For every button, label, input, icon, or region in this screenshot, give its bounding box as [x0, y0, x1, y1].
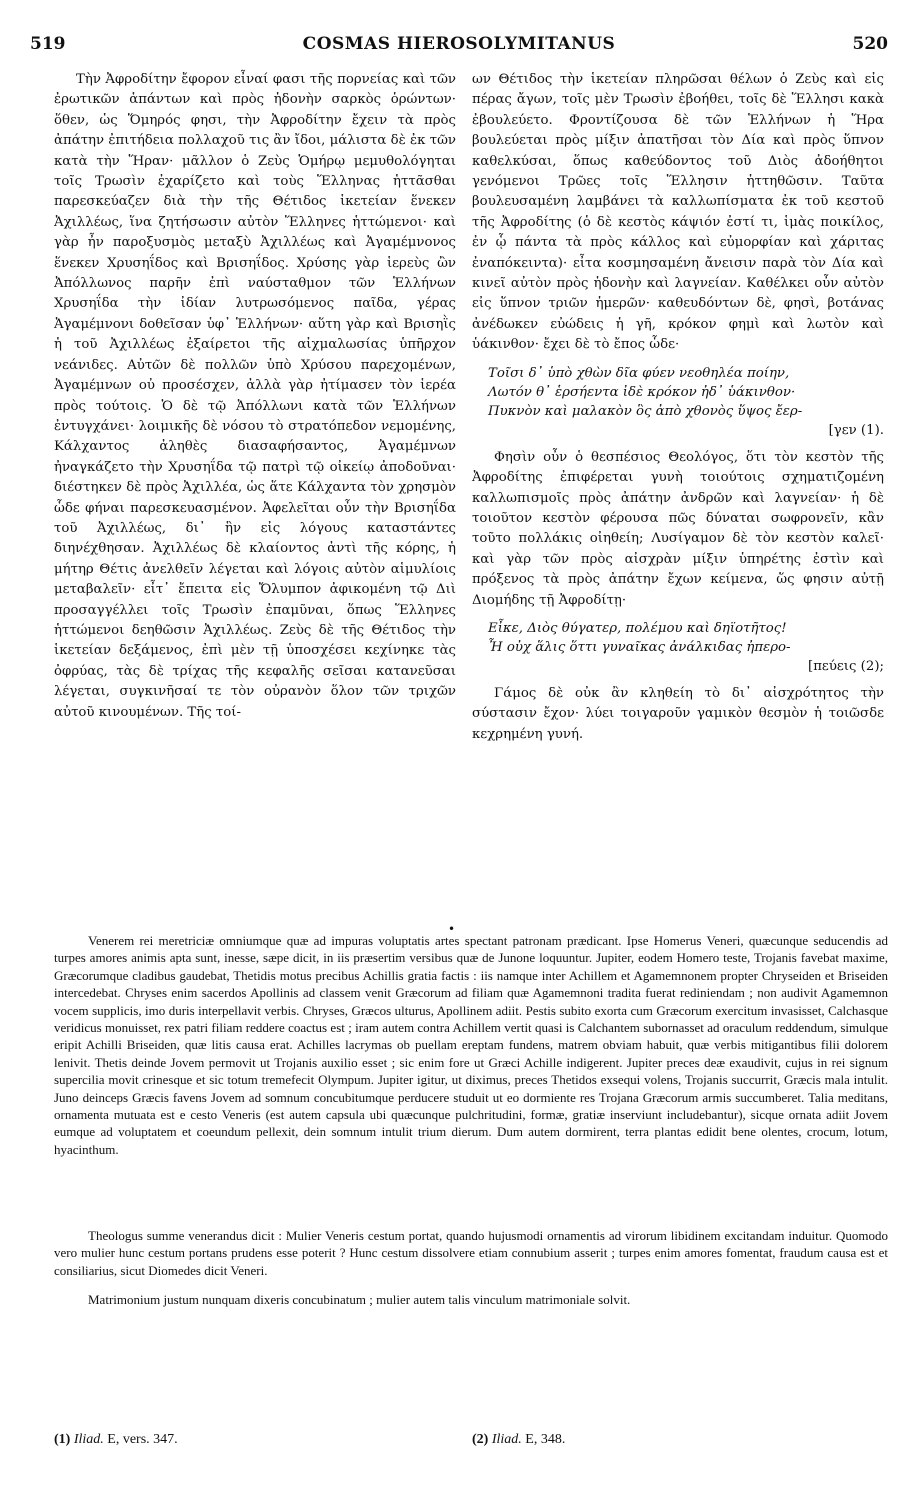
- footnote-2: [472, 1432, 565, 1448]
- right-page-number: 520: [852, 34, 888, 54]
- greek-left-paragraph: Τὴν Ἀφροδίτην ἔφορον εἶναί φασι τῆς πορνείας καὶ τῶν ἐρωτικῶν ἁπάντων καὶ πρὸς ἡδονὴν σαρκὸς ὁρώντων· ὅθεν, ὡς Ὅμηρός φησι, τὴν Ἀφροδίτην ἔχειν τὰ πρὸς ἀπάτην ἐπιτήδεια πολλαχοῦ τις ἂν ἴδοι, μάλιστα δὲ ἐκ τῶν κατὰ τὴν Ἥραν· μᾶλλον ὁ Ζεὺς Ὁμήρῳ μεμυθολόγηται τοῖς Τρωσὶν ἐχαρίζετο καὶ τοὺς Ἕλληνας ἡττᾶσθαι παρεσκεύαζεν διὰ τὴν τῆς Θέτιδος ἱκετείαν ἕνεκεν Ἀχιλλέως, ἵνα ζητήσωσιν αὐτὸν Ἕλληνες ἡττώμενοι· καὶ γὰρ ἦν παροξυσμὸς μεταξὺ Ἀχιλλέως καὶ Ἀγαμέμνονος ἕνεκεν Χρυσηΐδος καὶ Βρισηΐδος. Χρύσης γὰρ ἱερεὺς ὢν Ἀπόλλωνος παρῆν ἐπὶ ναύσταθμον τῶν Ἑλλήνων Χρυσηΐδα τὴν ἰδίαν λυτρωσόμενος παῖδα, γέρας Ἀγαμέμνονι δοθεῖσαν ὑφ᾽ Ἑλλήνων· αὕτη γὰρ καὶ Βρισηῒς ἡ τοῦ Ἀχιλλέως ἐξαίρετοι τῆς αἰχμαλωσίας ὑπῆρχον νεάνιδες. Αὐτῶν δὲ πολλῶν ὑπὸ Χρύσου παρεχομένων, Ἀγαμέμνων οὐ προσέσχεν, ἀλλὰ γὰρ ἠτίμασεν τὸν ἱερέα πρὸς τούτοις. Ὁ δὲ τῷ Ἀπόλλωνι κατὰ τῶν Ἑλλήνων ἐντυγχάνει· λοιμικῆς δὲ νόσου τὸ στρατόπεδον νεμομένης, Κάλχαντος ἀληθὲς διασαφήσαντος, Ἀγαμέμνων ἠναγκάζετο τὴν Χρυσηΐδα τῷ πατρὶ τῷ οἰκείῳ ἀποδοῦναι· διέστηκεν δὲ πρὸς Ἀχιλλέα, ὡς ἅτε Κάλχαντα τὸν χρησμὸν ὧδε φήναι παρεσκευασμένον. Ἀφελεῖται οὖν τὴν Βρισηΐδα τοῦ Ἀχιλλέως, δι᾽ ἣν εἰς λόγους καταστάντες διηνέχθησαν. Ἀχιλλέως δὲ κλαίοντος ἀντὶ τῆς κόρης, ἡ μήτηρ Θέτις ἀνελθεῖν λέγεται καὶ λόγοις αὐτὸν αἱμυλίοις μεταβαλεῖν· εἶτ᾽ ἔπειτα εἰς Ὄλυμπον ἀφικομένη τῷ Διὶ προσαγγέλλει τοῖς Τρωσὶν ἐπαμῦναι, ὅπως Ἕλληνες ἡττώμενοι δεηθῶσιν Ἀχιλλέως. Ζεὺς δὲ τῆς Θέτιδος τὴν ἱκετείαν δεξάμενος, ἐπὶ μὲν τῇ ὑποσχέσει κεχίνηκε τὰς ὀφρύας, τὰς δὲ τρίχας τῆς κεφαλῆς σεῖσαι κατανεῦσαι λέγεται, συγκινῆσαί τε τὸν οὐρανὸν ὅλον τῶν τριχῶν αὐτοῦ κινουμένων. Τῆς τοί-: [54, 72, 456, 720]
- verse-line: Ἦ οὐχ ἅλις ὅττι γυναῖκας ἀνάλκιδας ἠπερο-: [488, 639, 791, 655]
- verse-line: Πυκνὸν καὶ μαλακὸν ὃς ἀπὸ χθονὸς ὕψος ἔερ-: [488, 403, 803, 419]
- verse-line: Εἶκε, Διὸς θύγατερ, πολέμου καὶ δηϊοτῆτος!: [488, 620, 787, 636]
- footnote-mark: (2): [472, 1432, 489, 1447]
- running-title: COSMAS HIEROSOLYMITANUS: [302, 34, 616, 54]
- footnote-work: Iliad.: [491, 1432, 522, 1447]
- latin-translation-1: [54, 932, 888, 1158]
- footnote-1: [54, 1432, 178, 1448]
- latin-translation-3: [54, 1291, 888, 1308]
- verse-quote-1: [488, 364, 884, 440]
- latin-translation-2: [54, 1227, 888, 1279]
- verse-line: Τοῖσι δ᾽ ὑπὸ χθὼν δῖα φύεν νεοθηλέα ποίην,: [488, 365, 790, 381]
- greek-right-paragraph-1: ων Θέτιδος τὴν ἱκετείαν πληρῶσαι θέλων ὁ Ζεὺς καὶ εἰς πέρας ἄγων, τοῖς μὲν Τρωσὶν ἐβοήθει, τοῖς δὲ Ἕλλησι κακὰ ἐβουλεύετο. Φροντίζουσα δὲ τῶν Ἑλλήνων ἡ Ἥρα βουλεύεται πρὸς μίξιν ἀπατῆσαι τὸν Δία καὶ πρὸς ὕπνον καθελκύσαι, ὅπως καθεύδοντος τοῦ Διὸς ἀδοήθητοι γενόμενοι Τρῶες τοῖς Ἕλλησιν ἡττηθῶσιν. Ταῦτα βουλευσαμένη λαμβάνει τὰ καλλωπίσματα ἐκ τοῦ κεστοῦ τῆς Ἀφροδίτης (ὁ δὲ κεστὸς κάψιόν ἐστί τι, ἱμὰς ποικίλος, ἐν ᾧ πάντα τὰ πρὸς κάλλος καὶ εὐμορφίαν καὶ χάριτας ἐναπόκειντα)· εἶτα κοσμησαμένη ἄνεισιν παρὰ τὸν Δία καὶ κινεῖ αὐτὸν πρὸς ἡδονὴν καὶ λαγνείαν. Καθέλκει οὖν αὐτὸν εἰς ὕπνον τριῶν ἡμερῶν· καθευδόντων δὲ, φησὶ, βοτάνας ἀνέδωκεν εὐώδεις ἡ γῆ, κρόκον φημὶ καὶ λωτὸν καὶ ὑάκινθον· ἔχει δὲ τὸ ἔπος ὧδε·: [472, 72, 884, 353]
- greek-left-column: [54, 70, 456, 723]
- footnote-ref: E, vers. 347.: [107, 1432, 178, 1447]
- latin-paragraph: Theologus summe venerandus dicit : Mulier Veneris cestum portat, quando hujusmodi ornamentis ad virorum libidinem excitandam induitur. Quomodo vero mulier hunc cestum portans prudens esse poterit ? Hunc cestum dissolvere etiam connubium asserit ; turpes enim amores fomentat, fraudum causa est et consiliarius, sicut Diomedes dicit Veneri.: [54, 1228, 888, 1278]
- left-page-number: 519: [30, 34, 66, 54]
- page-header: [30, 34, 888, 60]
- greek-right-column: [472, 70, 884, 745]
- footnote-mark: (1): [54, 1432, 71, 1447]
- verse-continuation: [πεύεις (2);: [808, 658, 884, 674]
- greek-right-paragraph-2: Φησὶν οὖν ὁ θεσπέσιος Θεολόγος, ὅτι τὸν κεστὸν τῆς Ἀφροδίτης ἐπιφέρεται γυνὴ τοιούτοις σχηματιζομένη καλλωπισμοῖς πρὸς ἀπάτην ἀνδρῶν καὶ λαγνείαν· ἡ δὲ τοιοῦτον κεστὸν φέρουσα πῶς δύναται σωφρονεῖν, κἂν τοῦτο πολλάκις οἰηθείη; Λυσίγαμον δὲ τὸν κεστὸν καλεῖ· καὶ γὰρ τῶν πρὸς αἰσχρὰν μίξιν ὑπηρέτης ἐστὶν καὶ πρόξενος τὰ πρὸς ἀπάτην ἔχων κείμενα, ὥς φησιν αὐτῇ Διομήδης τῇ Ἀφροδίτῃ·: [472, 449, 884, 608]
- footnote-ref: E, 348.: [525, 1432, 566, 1447]
- latin-paragraph: Venerem rei meretriciæ omniumque quæ ad impuras voluptatis artes spectant patronam prædicant. Ipse Homerus Veneri, quæcunque seducendis ad turpes amores animis apta sunt, inesse, sæpe dicit, in iis præsertim versibus quæ de Junone loquuntur. Jupiter, eodem Homero teste, Trojanis favebat maxime, Græcorumque cladibus gaudebat, Thetidis motus precibus Achillis gratia factis : iis namque inter Achillem et Agamemnonem propter Chryseiden et Briseiden intercedebat. Chryses enim sacerdos Apollinis ad classem venit Græcorum ad filiam quæ Agamemnoni tradita fuerat rediniendam ; non audivit Agamemnon vocem supplicis, imo duris interpellavit verbis. Chryses, Græcos ulturus, Apollinem adiit. Pestis subito exorta cum Græcorum exercitum invasisset, Calchasque veridicus monuisset, rex patri filiam reddere coactus est ; iram autem contra Achillem vertit quasi is Calchantem subornasset ad oraculum reddendum, simulque eripit Achilli Briseiden, quæ litis causa erat. Achilles lacrymas ob puellam ereptam fundens, matrem obviam habuit, quæ verbis mitigantibus filii dolorem lenivit. Thetis deinde Jovem permovit ut Trojanis auxilio esset ; sic enim fore ut Græci Achille indigerent. Jupiter preces deæ exaudivit, cujus in rei signum supercilia movit crinesque et sic totum tremefecit Olympum. Jupiter igitur, ut diximus, preces Thetidos exsequi volens, Trojanis succurrit, Græcis mala intulit. Juno deinceps Græcis favens Jovem ad somnum concubitumque perducere studuit ut eo dormiente res Trojana Græcorum armis succumberet. Talia meditans, ornamenta mutuata est e cesto Veneris (est autem capsula ubi quæcunque pulchritudini, formæ, gratiæ inserviunt includebantur), sicque ornata adiit Jovem eumque ad voluptatem et coeundum pellexit, dein somnum intulit trium dierum. Dum autem dormirent, terra plantas edidit bene olentes, crocum, lotum, hyacinthum.: [54, 933, 888, 1157]
- verse-line: Λωτόν θ᾽ ἑρσήεντα ἰδὲ κρόκον ἠδ᾽ ὑάκινθον·: [488, 384, 796, 400]
- latin-paragraph: Matrimonium justum nunquam dixeris concubinatum ; mulier autem talis vinculum matrimoniale solvit.: [88, 1292, 631, 1307]
- verse-continuation: [γεν (1).: [828, 422, 884, 438]
- verse-quote-2: [488, 619, 884, 676]
- greek-right-paragraph-3: Γάμος δὲ οὐκ ἂν κληθείη τὸ δι᾽ αἰσχρότητος τὴν σύστασιν ἔχον· λύει τοιγαροῦν γαμικὸν θεσμὸν ἡ τοιῶσδε κεχρημένη γυνή.: [472, 685, 884, 742]
- section-separator: •: [448, 922, 456, 936]
- footnote-work: Iliad.: [73, 1432, 104, 1447]
